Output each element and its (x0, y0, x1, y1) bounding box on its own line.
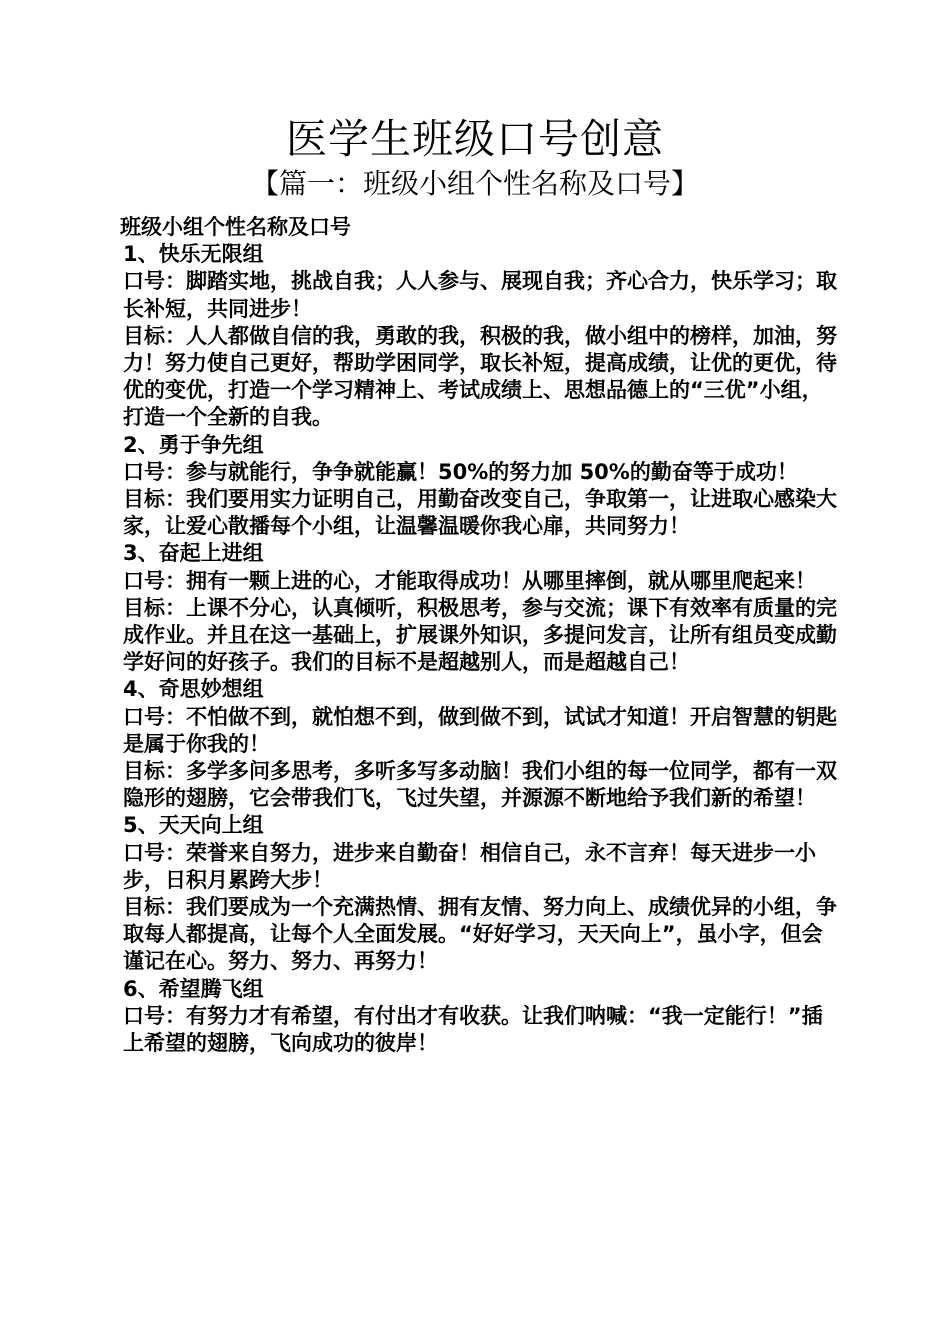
document-body (116, 214, 838, 1057)
group-6-name: 6、希望腾飞组 (123, 976, 264, 1001)
group-5-slogan: 口号：荣誉来自努力，进步来自勤奋！相信自己，永不言弃！每天进步一小步，日积月累跨大步！ (123, 840, 816, 892)
group-5-goal: 目标：我们要成为一个充满热情、拥有友情、努力向上、成绩优异的小组，争取每人都提高，让每个人全面发展。“好好学习，天天向上”，虽小字，但会谨记在心。努力、努力、再努力！ (123, 895, 837, 974)
group-2-goal: 目标：我们要用实力证明自己，用勤奋改变自己，争取第一，让进取心感染大家，让爱心散播每个小组，让温馨温暖你我心扉，共同努力！ (123, 487, 837, 539)
group-3-name: 3、奋起上进组 (123, 541, 264, 566)
group-2-slogan: 口号：参与就能行，争争就能赢！50%的努力加 50%的勤奋等于成功！ (123, 459, 798, 484)
group-4-name: 4、奇思妙想组 (123, 677, 264, 702)
group-1-goal: 目标：人人都做自信的我，勇敢的我，积极的我，做小组中的榜样，加油，努力！努力使自己更好，帮助学困同学，取长补短，提高成绩，让优的更优，待优的变优，打造一个学习精神上、考试成绩上、思想品德上的“三优”小组，打造一个全新的自我。 (123, 323, 837, 430)
group-1-name: 1、快乐无限组 (123, 242, 264, 267)
group-3-goal: 目标：上课不分心，认真倾听，积极思考，参与交流；课下有效率有质量的完成作业。并且在这一基础上，扩展课外知识，多提问发言，让所有组员变成勤学好问的好孩子。我们的目标不是超越别人，而是超越自己！ (123, 595, 837, 675)
group-6-slogan: 口号：有努力才有希望，有付出才有收获。让我们呐喊：“我一定能行！”插上希望的翅膀，飞向成功的彼岸！ (123, 1003, 823, 1056)
group-1-slogan: 口号：脚踏实地，挑战自我；人人参与、展现自我；齐心合力，快乐学习；取长补短，共同进步！ (123, 269, 837, 321)
group-3-slogan: 口号：拥有一颗上进的心，才能取得成功！从哪里摔倒，就从哪里爬起来！ (123, 568, 816, 593)
group-2-name: 2、勇于争先组 (123, 432, 264, 457)
group-4-goal: 目标：多学多问多思考，多听多写多动脑！我们小组的每一位同学，都有一双隐形的翅膀，它会带我们飞，飞过失望，并源源不断地给予我们新的希望！ (123, 759, 837, 811)
document-subtitle: 【篇一：班级小组个性名称及口号】 (250, 167, 699, 200)
document-title: 医学生班级口号创意 (286, 115, 664, 163)
group-5-name: 5、天天向上组 (123, 813, 264, 838)
group-4-slogan: 口号：不怕做不到，就怕想不到，做到做不到，试试才知道！开启智慧的钥匙是属于你我的！ (123, 704, 837, 756)
section-heading: 班级小组个性名称及口号 (120, 215, 351, 239)
